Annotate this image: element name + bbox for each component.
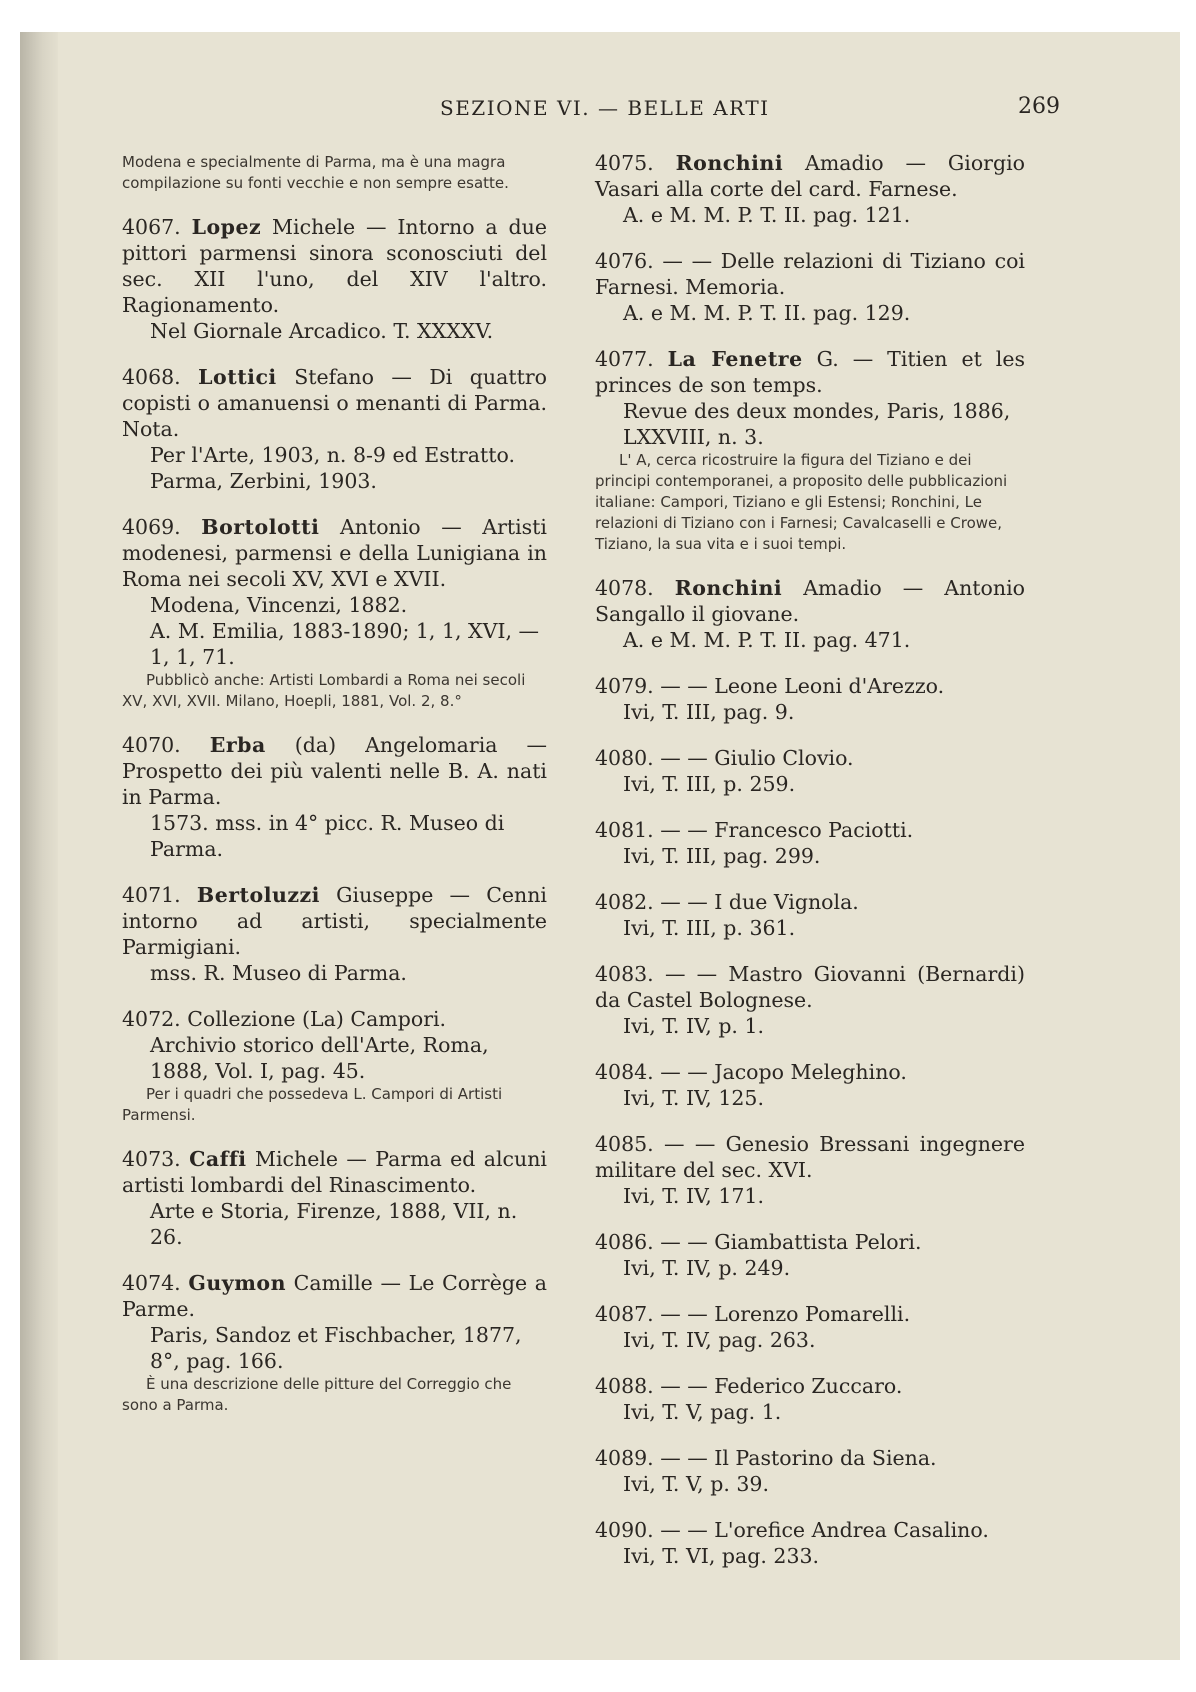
entry-publication: Ivi, T. V, p. 39. xyxy=(623,1472,769,1496)
entry-publication: Arte e Storia, Firenze, 1888, VII, n. 26. xyxy=(150,1199,518,1249)
entry-publication: Per l'Arte, 1903, n. 8-9 ed Estratto. xyxy=(150,443,515,467)
right-entry-list xyxy=(595,150,1025,1569)
entry-author: Bertoluzzi xyxy=(196,883,320,907)
entry-note: È una descrizione delle pitture del Correggio che sono a Parma. xyxy=(122,1375,512,1414)
entry-title: Camille — Le Corrège a Parme. xyxy=(122,1271,547,1321)
entry-publication: Archivio storico dell'Arte, Roma, 1888, Vol. I, pag. 45. xyxy=(150,1033,489,1083)
entry-publication: A. e M. M. P. T. II. pag. 121. xyxy=(623,203,911,227)
left-entry-list xyxy=(122,214,547,1416)
entry-heading xyxy=(595,1373,1025,1399)
bibliography-entry xyxy=(595,745,1025,797)
entry-heading xyxy=(595,1517,1025,1543)
entry-title: — — Lorenzo Pomarelli. xyxy=(660,1302,911,1326)
entry-title: Giuseppe — Cenni intorno ad artisti, specialmente Parmigiani. xyxy=(122,883,547,959)
entry-heading xyxy=(595,817,1025,843)
entry-publication: Ivi, T. III, pag. 9. xyxy=(623,700,795,724)
bibliography-entry xyxy=(595,673,1025,725)
entry-title: — — L'orefice Andrea Casalino. xyxy=(660,1518,989,1542)
entry-heading xyxy=(595,248,1025,300)
bibliography-entry xyxy=(595,1131,1025,1209)
entry-publication: Ivi, T. IV, p. 249. xyxy=(623,1256,791,1280)
entry-number: 4075. xyxy=(595,151,654,175)
entry-heading xyxy=(122,514,547,592)
entry-note: Per i quadri che possedeva L. Campori di Artisti Parmensi. xyxy=(122,1085,503,1124)
entry-title: — — Delle relazioni di Tiziano coi Farnesi. Memoria. xyxy=(595,249,1025,299)
entry-title: Stefano — Di quattro copisti o amanuensi o menanti di Parma. Nota. xyxy=(122,365,547,441)
entry-heading xyxy=(122,214,547,318)
bibliography-entry xyxy=(122,1270,547,1416)
entry-author: Ronchini xyxy=(675,151,784,175)
entry-author: Guymon xyxy=(188,1271,286,1295)
entry-publication: Modena, Vincenzi, 1882. xyxy=(150,593,408,617)
entry-title: — — Federico Zuccaro. xyxy=(660,1374,903,1398)
bibliography-entry xyxy=(122,364,547,494)
running-header xyxy=(140,96,1060,136)
entry-heading xyxy=(595,1131,1025,1183)
entry-heading xyxy=(595,1059,1025,1085)
bibliography-entry xyxy=(595,1445,1025,1497)
bibliography-entry xyxy=(595,961,1025,1039)
entry-publication: Ivi, T. IV, 171. xyxy=(623,1184,764,1208)
entry-publication: Revue des deux mondes, Paris, 1886, LXXVIII, n. 3. xyxy=(623,399,1011,449)
section-title: SEZIONE VI. — BELLE ARTI xyxy=(440,96,770,120)
bibliography-entry xyxy=(122,1146,547,1250)
entry-heading xyxy=(595,673,1025,699)
bibliography-entry xyxy=(595,575,1025,653)
entry-publication: Ivi, T. III, pag. 299. xyxy=(623,844,821,868)
entry-number: 4085. xyxy=(595,1132,654,1156)
entry-title: Amadio — Antonio Sangallo il giovane. xyxy=(595,576,1025,626)
entry-publication: A. e M. M. P. T. II. pag. 471. xyxy=(623,628,911,652)
entry-publication: Paris, Sandoz et Fischbacher, 1877, 8°, pag. 166. xyxy=(150,1323,522,1373)
entry-publication: Parma, Zerbini, 1903. xyxy=(150,469,377,493)
entry-publication: A. e M. M. P. T. II. pag. 129. xyxy=(623,301,911,325)
entry-publication: Ivi, T. V, pag. 1. xyxy=(623,1400,782,1424)
entry-number: 4076. xyxy=(595,249,654,273)
entry-heading xyxy=(122,1006,547,1032)
entry-note: Pubblicò anche: Artisti Lombardi a Roma nei secoli XV, XVI, XVII. Milano, Hoepli, 1881, Vol. 2, 8.° xyxy=(122,671,526,710)
bibliography-entry xyxy=(595,1059,1025,1111)
bibliography-entry xyxy=(595,1517,1025,1569)
entry-number: 4069. xyxy=(122,515,181,539)
continuation-note: Modena e specialmente di Parma, ma è una magra compilazione su fonti vecchie e non sempre esatte. xyxy=(122,153,509,192)
entry-publication: Ivi, T. IV, pag. 263. xyxy=(623,1328,816,1352)
bibliography-entry xyxy=(122,514,547,712)
entry-author: Lopez xyxy=(191,215,262,239)
entry-number: 4079. xyxy=(595,674,654,698)
entry-number: 4070. xyxy=(122,733,181,757)
entry-number: 4084. xyxy=(595,1060,654,1084)
bibliography-entry xyxy=(595,1229,1025,1281)
entry-publication: Nel Giornale Arcadico. T. XXXXV. xyxy=(150,319,494,343)
bibliography-entry xyxy=(595,1373,1025,1425)
bibliography-entry xyxy=(595,248,1025,326)
entry-heading xyxy=(595,1229,1025,1255)
entry-publication: Ivi, T. IV, p. 1. xyxy=(623,1014,765,1038)
entry-title: Collezione (La) Campori. xyxy=(187,1007,447,1031)
bibliography-entry xyxy=(595,150,1025,228)
entry-title: — — Giambattista Pelori. xyxy=(660,1230,922,1254)
entry-publication: Ivi, T. VI, pag. 233. xyxy=(623,1544,820,1568)
entry-author: Bortolotti xyxy=(201,515,320,539)
bibliography-entry xyxy=(595,817,1025,869)
right-column xyxy=(595,150,1025,1589)
entry-heading xyxy=(122,882,547,960)
bibliography-entry xyxy=(122,214,547,344)
entry-number: 4074. xyxy=(122,1271,181,1295)
entry-number: 4071. xyxy=(122,883,181,907)
entry-heading xyxy=(122,1146,547,1198)
entry-publication: Ivi, T. III, p. 361. xyxy=(623,916,796,940)
entry-publication: A. M. Emilia, 1883-1890; 1, 1, XVI, — 1, 1, 71. xyxy=(150,619,540,669)
entry-number: 4077. xyxy=(595,347,654,371)
entry-title: — — Jacopo Meleghino. xyxy=(660,1060,907,1084)
entry-number: 4078. xyxy=(595,576,654,600)
entry-number: 4089. xyxy=(595,1446,654,1470)
bibliography-entry xyxy=(595,1301,1025,1353)
entry-heading xyxy=(122,1270,547,1322)
binding-gutter xyxy=(20,32,58,1660)
entry-publication: mss. R. Museo di Parma. xyxy=(150,961,407,985)
entry-author: Ronchini xyxy=(674,576,783,600)
entry-publication: Ivi, T. IV, 125. xyxy=(623,1086,764,1110)
entry-title: Amadio — Giorgio Vasari alla corte del card. Farnese. xyxy=(595,151,1025,201)
entry-heading xyxy=(595,150,1025,202)
entry-title: — — I due Vignola. xyxy=(660,890,859,914)
entry-title: Antonio — Artisti modenesi, parmensi e della Lunigiana in Roma nei secoli XV, XVI e XVII. xyxy=(122,515,547,591)
entry-number: 4067. xyxy=(122,215,181,239)
entry-number: 4088. xyxy=(595,1374,654,1398)
entry-number: 4087. xyxy=(595,1302,654,1326)
entry-author: Caffi xyxy=(189,1147,247,1171)
bibliography-entry xyxy=(122,732,547,862)
bibliography-entry xyxy=(595,346,1025,555)
entry-publication: Ivi, T. III, p. 259. xyxy=(623,772,796,796)
entry-heading xyxy=(595,1445,1025,1471)
entry-author: Erba xyxy=(209,733,266,757)
entry-number: 4090. xyxy=(595,1518,654,1542)
entry-title: — — Mastro Giovanni (Bernardi) da Castel Bolognese. xyxy=(595,962,1025,1012)
entry-title: G. — Titien et les princes de son temps. xyxy=(595,347,1025,397)
entry-number: 4083. xyxy=(595,962,654,986)
entry-heading xyxy=(595,961,1025,1013)
bibliography-entry xyxy=(122,882,547,986)
entry-note: L' A, cerca ricostruire la figura del Tiziano e dei principi contemporanei, a proposito delle pubblicazioni italiane: Campori, Tiziano e gli Estensi; Ronchini, Le relazioni di Tiziano con i Farnesi; Cavalcaselli e Crowe, Tiziano, la sua vita e i suoi tempi. xyxy=(595,451,1008,553)
entry-number: 4072. xyxy=(122,1007,181,1031)
entry-heading xyxy=(595,346,1025,398)
entry-number: 4082. xyxy=(595,890,654,914)
entry-heading xyxy=(595,745,1025,771)
entry-title: — — Francesco Paciotti. xyxy=(660,818,914,842)
entry-title: (da) Angelomaria — Prospetto dei più valenti nelle B. A. nati in Parma. xyxy=(122,733,547,809)
bibliography-entry xyxy=(122,1006,547,1126)
entry-number: 4081. xyxy=(595,818,654,842)
entry-number: 4080. xyxy=(595,746,654,770)
entry-heading xyxy=(122,364,547,442)
entry-title: Michele — Parma ed alcuni artisti lombardi del Rinascimento. xyxy=(122,1147,547,1197)
entry-number: 4068. xyxy=(122,365,181,389)
entry-title: Michele — Intorno a due pittori parmensi sinora sconosciuti del sec. XII l'uno, del XIV l'altro. Ragionamento. xyxy=(122,215,547,317)
entry-publication: 1573. mss. in 4° picc. R. Museo di Parma. xyxy=(150,811,505,861)
entry-heading xyxy=(595,575,1025,627)
entry-title: — — Il Pastorino da Siena. xyxy=(660,1446,937,1470)
entry-title: — — Giulio Clovio. xyxy=(660,746,854,770)
entry-heading xyxy=(595,1301,1025,1327)
entry-author: Lottici xyxy=(198,365,277,389)
left-column xyxy=(122,150,547,1436)
bibliography-entry xyxy=(595,889,1025,941)
entry-number: 4073. xyxy=(122,1147,181,1171)
entry-heading xyxy=(122,732,547,810)
page-number: 269 xyxy=(1018,94,1060,119)
entry-title: — — Genesio Bressani ingegnere militare del sec. XVI. xyxy=(595,1132,1025,1182)
entry-heading xyxy=(595,889,1025,915)
entry-author: La Fenetre xyxy=(667,347,803,371)
entry-title: — — Leone Leoni d'Arezzo. xyxy=(660,674,945,698)
entry-number: 4086. xyxy=(595,1230,654,1254)
